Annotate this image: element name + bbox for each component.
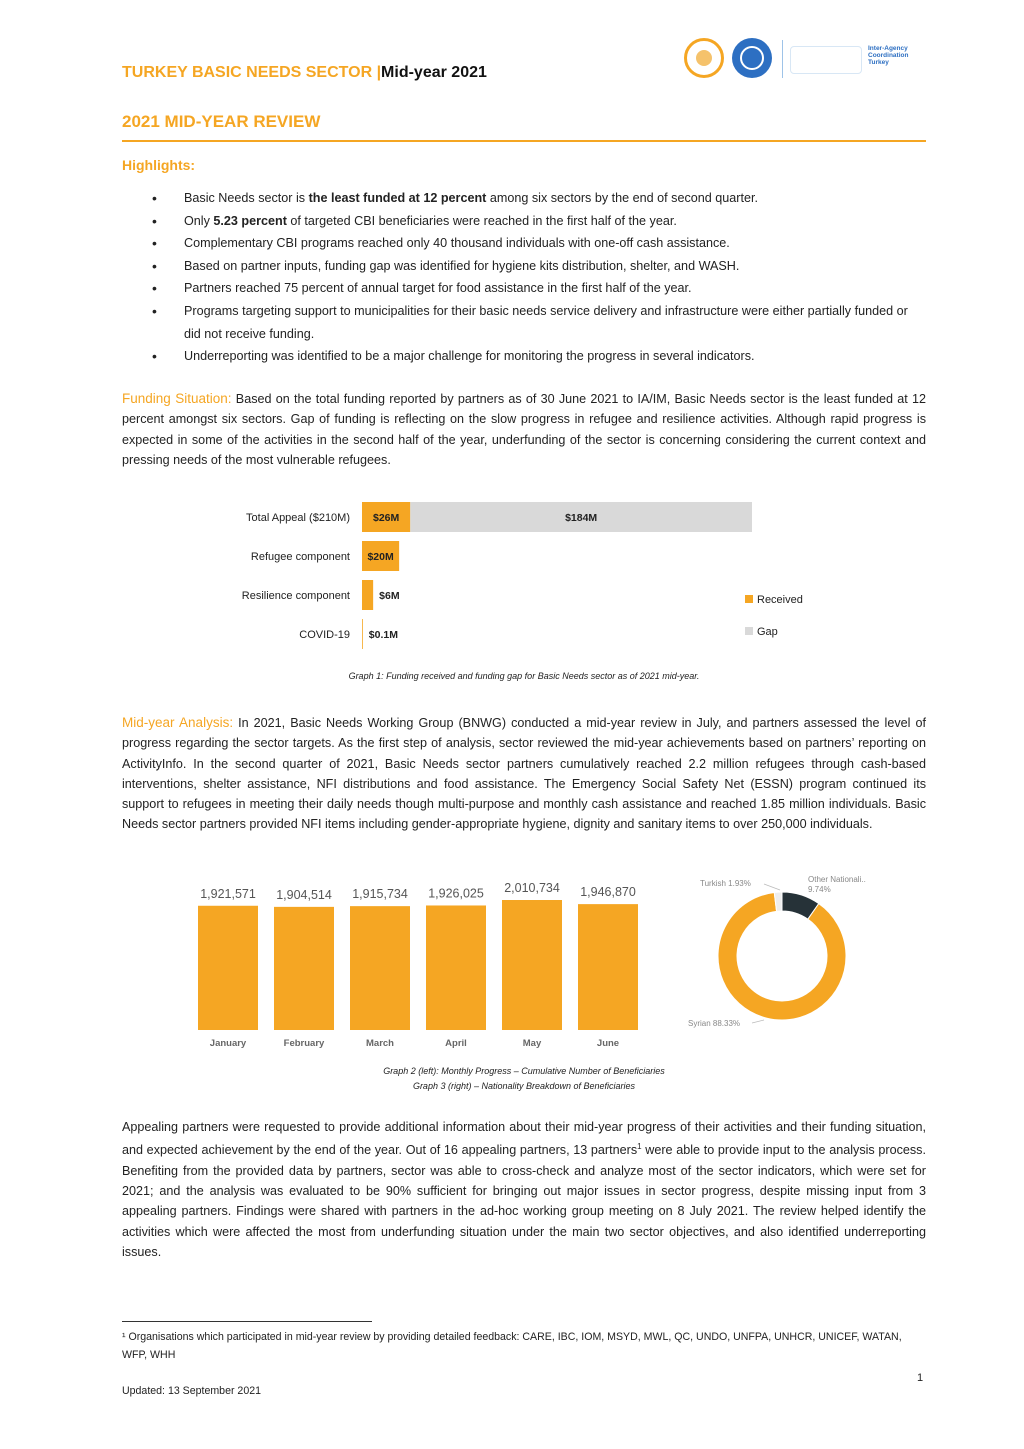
highlight-emphasis: 5.23 percent [213, 213, 287, 228]
footnote-ref: 1 [637, 1142, 642, 1152]
midyear-paragraph [122, 713, 926, 835]
highlight-item [148, 187, 908, 210]
highlight-text: Partners reached 75 percent of annual target for food assistance in the first half of the year. [184, 281, 692, 296]
month-label: April [445, 1038, 467, 1049]
graph3-caption: Graph 3 (right) – Nationality Breakdown of Beneficiaries [412, 1081, 636, 1091]
donut-slice [718, 892, 846, 1020]
received-bar [362, 580, 373, 610]
data-label: $20M [367, 551, 394, 563]
funding-paragraph [122, 389, 926, 470]
legend-swatch [745, 627, 753, 635]
highlight-text: Complementary CBI programs reached only 40 thousand individuals with one-off cash assistance. [184, 236, 730, 251]
updated-date: Updated: 13 September 2021 [122, 1385, 261, 1397]
page-number: 1 [917, 1372, 924, 1384]
data-label: $0.1M [368, 629, 398, 641]
bar-value-label: 2,010,734 [504, 881, 560, 895]
category-label: Refugee component [250, 551, 350, 563]
slice-percent: 9.74% [808, 885, 831, 894]
monthly-progress-chart [186, 870, 646, 1055]
slice-label: Turkish 1.93% [700, 879, 751, 888]
highlights-heading: Highlights: [122, 157, 196, 173]
iom-logo-icon [684, 38, 724, 78]
highlight-emphasis: the least funded at 12 percent [308, 191, 487, 205]
highlight-item [148, 255, 908, 278]
month-label: May [522, 1038, 542, 1049]
coordination-logo-text: Inter-Agency Coordination Turkey [868, 45, 909, 66]
category-label: Resilience component [241, 590, 350, 602]
leader-line [764, 884, 780, 890]
month-label: March [366, 1038, 394, 1049]
category-label: Total Appeal ($210M) [246, 512, 350, 524]
header-period: Mid-year 2021 [381, 64, 487, 81]
funding-label: Funding Situation: [122, 391, 232, 406]
midyear-label: Mid-year Analysis: [122, 715, 234, 730]
leader-line [752, 1020, 764, 1023]
highlight-text: Based on partner inputs, funding gap was identified for hygiene kits distribution, shelter, and WASH. [184, 258, 740, 273]
data-label: $6M [379, 590, 400, 602]
legend-label: Gap [757, 626, 778, 638]
header-title [122, 64, 487, 82]
highlight-text: Programs targeting support to municipalities for their basic needs service delivery and infrastructure were either partially funded or did not receive funding. [184, 303, 908, 341]
funding-chart [200, 495, 820, 660]
highlight-item [148, 300, 908, 345]
slice-label: Syrian 88.33% [688, 1019, 741, 1028]
bar-value-label: 1,946,870 [580, 885, 636, 900]
graph2-3-captions [122, 1064, 926, 1094]
data-label: $184M [565, 512, 598, 524]
header-sector: TURKEY BASIC NEEDS SECTOR | [122, 64, 382, 81]
received-bar [362, 619, 363, 649]
month-bar [198, 906, 258, 1030]
bar-value-label: 1,915,734 [352, 887, 408, 902]
bar-value-label: 1,926,025 [428, 886, 484, 901]
month-bar [578, 904, 638, 1030]
month-label: June [596, 1038, 620, 1049]
category-label: COVID-19 [299, 629, 350, 641]
page-title: 2021 MID-YEAR REVIEW [122, 112, 321, 131]
slice-label: Other Nationali.. [808, 875, 866, 884]
highlight-text: Basic Needs sector is [184, 191, 309, 205]
logo-divider [782, 40, 783, 78]
month-bar [274, 907, 334, 1030]
partner-logos [682, 36, 922, 82]
highlight-item [148, 277, 908, 300]
graph1-caption: Graph 1: Funding received and funding gap for Basic Needs sector as of 2021 mid-year. [348, 671, 700, 681]
footnote: ¹ Organisations which participated in mid-year review by providing detailed feedback: CARE, IBC, IOM, MSYD, MWL, QC, UNDO, UNFPA, UNHCR, UNICEF, WATAN, WFP, WHH [122, 1331, 902, 1361]
appealing-text-after: were able to provide input to the analysis process. Benefiting from the provided data by partners, sector was able to cross-check and analyze most of the sector indicators, which were set for 2021; and the analysis was evaluated to be 90% sufficient for bringing out major issues in sector progress, despite missing input from 3 appealing partners. Findings were shared with partners in the ad-hoc working group meeting on 8 July 2021. The review helped identify the activities which were affected the most from underfunding situation under the main two sector objectives, and also identified underreporting issues. [122, 1143, 926, 1259]
month-label: January [209, 1038, 247, 1049]
month-bar [426, 905, 486, 1030]
month-bar [350, 906, 410, 1030]
highlight-text: of targeted CBI beneficiaries were reached in the first half of the year. [286, 213, 677, 228]
midyear-text: In 2021, Basic Needs Working Group (BNWG) conducted a mid-year review in July, and partners assessed the level of progress regarding the sector targets. As the first step of analysis, sector reviewed the mid-year achievements based on partners’ reporting on ActivityInfo. In the second quarter of 2021, Basic Needs sector partners cumulatively reached 2.2 million refugees through cash-based interventions, shelter assistance, NFI distributions and food assistance. The Emergency Social Safety Net (ESSN) program continued its support to refugees in meeting their daily needs though multi-purpose and monthly cash assistance and reached 1.85 million individuals. Basic Needs sector partners provided NFI items including gender-appropriate hygiene, dignity and sanitary items to over 250,000 individuals. [122, 716, 926, 832]
nationality-donut-chart [680, 870, 900, 1035]
un-logo-icon [732, 38, 772, 78]
legend-label: Received [757, 594, 803, 606]
title-divider [122, 140, 926, 142]
month-label: February [283, 1038, 325, 1049]
legend-swatch [745, 595, 753, 603]
data-label: $26M [373, 512, 400, 524]
graph2-caption: Graph 2 (left): Monthly Progress – Cumulative Number of Beneficiaries [383, 1066, 665, 1076]
highlight-text: Underreporting was identified to be a major challenge for monitoring the progress in several indicators. [184, 349, 755, 364]
funding-text: Based on the total funding reported by partners as of 30 June 2021 to IA/IM, Basic Needs sector is the least funded at 12 percent amongst six sectors. Gap of funding is reflecting on the slow progress in refugee and resilience activities. Although rapid progress is expected in some of the activities in the second half of the year, underfunding of the sector is concerning considering the current context and pressing needs of the most vulnerable refugees. [122, 392, 927, 467]
highlight-item [148, 210, 908, 233]
highlight-text: among six sectors by the end of second quarter. [486, 191, 758, 205]
bar-value-label: 1,921,571 [200, 886, 256, 901]
footnote-divider [122, 1321, 372, 1322]
highlights-list [148, 187, 908, 368]
highlight-item [148, 232, 908, 255]
turkey-map-icon [790, 46, 862, 74]
highlight-text: Only [184, 213, 214, 228]
month-bar [502, 900, 562, 1030]
appealing-text-before: Appealing partners were requested to provide additional information about their mid-year progress of their activities and their funding situation, and expected achievement by the end of the year. Out of 16 appealing partners, 13 partners [122, 1120, 926, 1158]
highlight-item [148, 345, 908, 368]
appealing-paragraph [122, 1117, 926, 1262]
bar-value-label: 1,904,514 [276, 887, 332, 902]
